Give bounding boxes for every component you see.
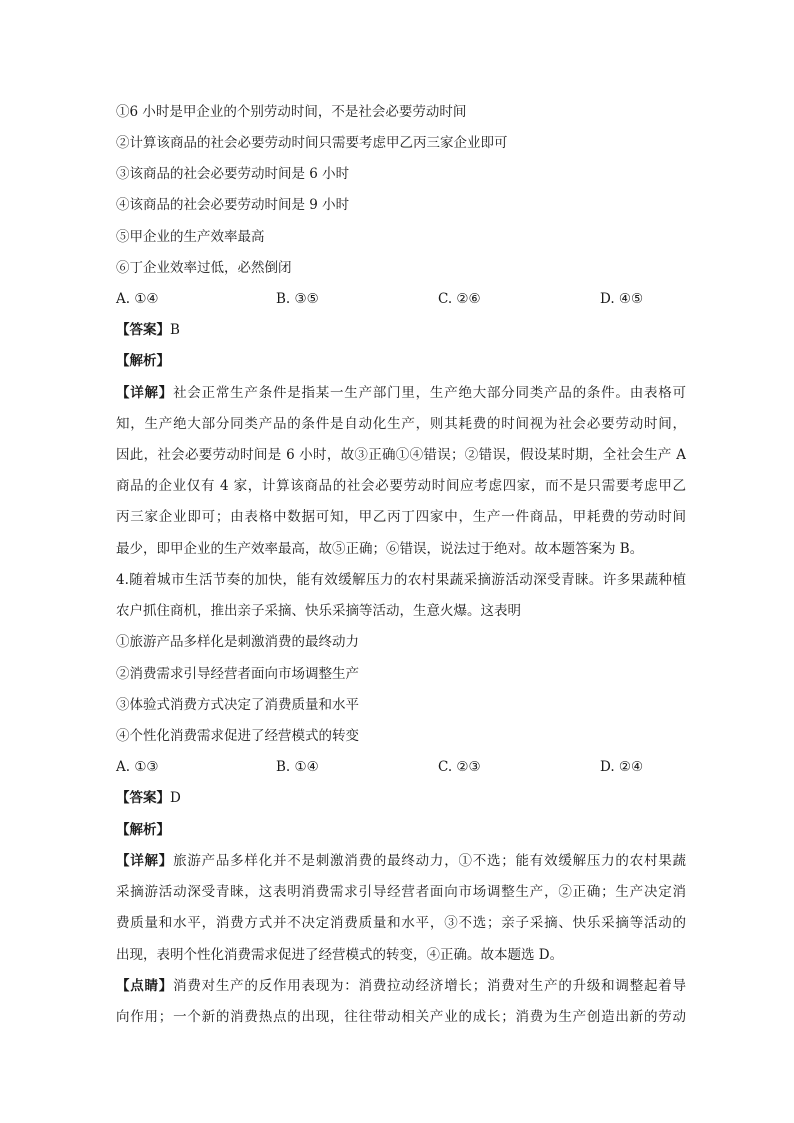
q4-options <box>116 757 686 777</box>
q4-statement-2: ②消费需求引导经营者面向市场调整生产 <box>116 666 359 682</box>
q4-answer-label: 【答案】 <box>116 790 170 806</box>
q4-tip-line-1 <box>116 976 686 996</box>
q3-detail-label: 【详解】 <box>116 385 174 401</box>
q4-answer <box>116 788 686 808</box>
q4-analysis-label: 【解析】 <box>116 822 170 838</box>
q3-option-a: A. ①④ <box>116 291 159 307</box>
q4-answer-value: D <box>170 790 181 806</box>
q3-answer-label: 【答案】 <box>116 322 170 338</box>
q4-stem-line-2: 农户抓住商机，推出亲子采摘、快乐采摘等活动，生意火爆。这表明 <box>116 603 521 619</box>
q3-options <box>116 289 686 309</box>
q3-detail-line-3: 因此，社会必要劳动时间是 6 小时，故③正确①④错误；②错误，假设某时期，全社会生产 A <box>116 447 686 463</box>
q3-detail-line-2: 知，生产绝大部分同类产品的条件是自动化生产，则其耗费的时间视为社会必要劳动时间， <box>116 416 686 432</box>
q4-detail-line-2: 采摘游活动深受青睐，这表明消费需求引导经营者面向市场调整生产，②正确；生产决定消 <box>116 884 686 900</box>
q3-statement-2: ②计算该商品的社会必要劳动时间只需要考虑甲乙丙三家企业即可 <box>116 135 508 151</box>
q3-option-d: D. ④⑤ <box>600 291 644 307</box>
q3-detail-text-1: 社会正常生产条件是指某一生产部门里，生产绝大部分同类产品的条件。由表格可 <box>173 385 686 401</box>
q4-statement-4: ④个性化消费需求促进了经营模式的转变 <box>116 728 359 744</box>
q3-option-b: B. ③⑤ <box>276 291 319 307</box>
q4-stem-line-1: 4.随着城市生活节奏的加快，能有效缓解压力的农村果蔬采摘游活动深受青睐。许多果蔬种植 <box>116 572 686 588</box>
q3-detail-line-5: 丙三家企业即可；由表格中数据可知，甲乙丙丁四家中，生产一件商品，甲耗费的劳动时间 <box>116 509 686 525</box>
q3-statement-4: ④该商品的社会必要劳动时间是 9 小时 <box>116 197 350 213</box>
q4-detail-line-1 <box>116 851 686 871</box>
q3-statement-1: ①6 小时是甲企业的个别劳动时间，不是社会必要劳动时间 <box>116 104 467 120</box>
q4-tip-line-2: 向作用；一个新的消费热点的出现，往往带动相关产业的成长；消费为生产创造出新的劳动 <box>116 1009 686 1025</box>
q4-detail-label: 【详解】 <box>116 853 174 869</box>
q4-tip-text-1: 消费对生产的反作用表现为：消费拉动经济增长；消费对生产的升级和调整起着导 <box>173 978 686 994</box>
q3-answer-value: B <box>170 322 180 338</box>
q4-option-b: B. ①④ <box>276 759 319 775</box>
q4-option-c: C. ②③ <box>438 759 481 775</box>
q3-detail-line-6: 最少，即甲企业的生产效率最高，故⑤正确；⑥错误，说法过于绝对。故本题答案为 B。 <box>116 541 644 557</box>
q3-detail-line-1 <box>116 383 686 403</box>
q4-detail-text-1: 旅游产品多样化并不是刺激消费的最终动力，①不选；能有效缓解压力的农村果蔬 <box>173 853 686 869</box>
q4-statement-1: ①旅游产品多样化是刺激消费的最终动力 <box>116 634 359 650</box>
q4-tip-label: 【点睛】 <box>116 978 174 994</box>
q4-statement-3: ③体验式消费方式决定了消费质量和水平 <box>116 697 359 713</box>
q4-option-d: D. ②④ <box>600 759 644 775</box>
q3-answer <box>116 320 686 340</box>
q3-detail-line-4: 商品的企业仅有 4 家，计算该商品的社会必要劳动时间应考虑四家，而不是只需要考虑甲乙 <box>116 478 686 494</box>
q3-option-c: C. ②⑥ <box>438 291 481 307</box>
q3-analysis-label: 【解析】 <box>116 353 170 369</box>
q3-statement-3: ③该商品的社会必要劳动时间是 6 小时 <box>116 166 350 182</box>
q3-statement-5: ⑤甲企业的生产效率最高 <box>116 229 265 245</box>
q4-detail-line-4: 出现，表明个性化消费需求促进了经营模式的转变，④正确。故本题选 D。 <box>116 947 564 963</box>
q3-statement-6: ⑥丁企业效率过低，必然倒闭 <box>116 260 292 276</box>
q4-detail-line-3: 费质量和水平，消费方式并不决定消费质量和水平，③不选；亲子采摘、快乐采摘等活动的 <box>116 915 686 931</box>
q4-option-a: A. ①③ <box>116 759 159 775</box>
